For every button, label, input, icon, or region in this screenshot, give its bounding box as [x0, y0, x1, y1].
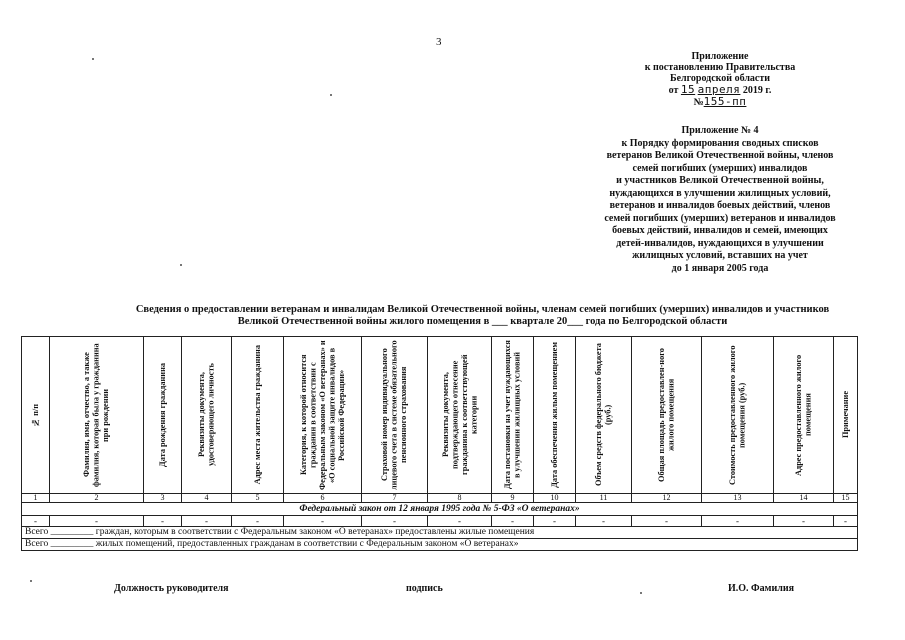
header-label: Дата постановки на учет нуждающихся в улучшении жилищных условий	[503, 340, 522, 490]
column-number: 10	[534, 494, 576, 503]
header-cell	[50, 337, 144, 494]
appendix-line: семей погибших (умерших) ветеранов и инвалидов	[604, 212, 836, 224]
scan-speck	[92, 58, 94, 60]
appendix-line: боевых действий, инвалидов и семей, имеющих	[612, 225, 828, 236]
total-row-citizens	[22, 527, 858, 539]
footer-name: И.О. Фамилия	[728, 583, 795, 594]
table-cell: -	[834, 516, 858, 527]
header-row	[22, 337, 858, 494]
report-table	[21, 336, 858, 551]
table-cell: -	[284, 516, 362, 527]
table-title-line1: Сведения о предоставлении ветеранам и инвалидам Великой Отечественной войны, членам семей погибших (умерших) инвалидов и участников	[135, 304, 830, 315]
column-number: 8	[428, 494, 492, 503]
column-number: 11	[576, 494, 632, 503]
date-month: апреля	[697, 83, 741, 96]
appendix-line: к Порядку формирования сводных списков	[621, 137, 819, 149]
approval-line1: Приложение	[691, 51, 749, 62]
table-cell: -	[182, 516, 232, 527]
header-cell	[632, 337, 702, 494]
total-blank: _________	[50, 527, 94, 537]
page-number: 3	[436, 36, 442, 48]
header-cell	[362, 337, 428, 494]
scan-speck	[640, 592, 642, 594]
section-row	[22, 503, 858, 516]
total-text: граждан, которым в соответствии с Федеральным законом «О ветеранах» предоставлены жилые помещения	[95, 527, 535, 537]
table-cell: -	[50, 516, 144, 527]
header-label: Адрес места жительства гражданина	[252, 345, 262, 485]
scan-speck	[330, 94, 332, 96]
section-title: Федеральный закон от 12 января 1995 года № 5-ФЗ «О ветеранах»	[22, 503, 858, 516]
appendix-block	[560, 125, 880, 275]
column-number: 15	[834, 494, 858, 503]
table-cell: -	[534, 516, 576, 527]
column-number: 4	[182, 494, 232, 503]
number-prefix: №	[693, 97, 704, 108]
total-prefix: Всего	[25, 527, 49, 537]
header-cell	[492, 337, 534, 494]
header-label: № п/п	[30, 403, 40, 427]
column-number: 6	[284, 494, 362, 503]
scan-speck	[180, 264, 182, 266]
header-label: Примечание	[840, 391, 850, 439]
total-cell	[22, 527, 858, 539]
table-row	[22, 516, 858, 527]
appendix-line: нуждающихся в улучшении жилищных условий,	[609, 187, 831, 199]
total-blank: _________	[50, 539, 94, 549]
approval-line3: Белгородской области	[669, 73, 771, 84]
column-number-row	[22, 494, 858, 503]
approval-line2: к постановлению Правительства	[644, 62, 796, 73]
table-cell: -	[362, 516, 428, 527]
table-cell: -	[632, 516, 702, 527]
header-cell	[534, 337, 576, 494]
header-cell	[576, 337, 632, 494]
appendix-line: детей-инвалидов, нуждающихся в улучшении	[616, 237, 824, 249]
table-title-line2: Великой Отечественной войны жилого помещения в ___ квартале 20___ года по Белгородской области	[237, 316, 728, 327]
appendix-line: и участников Великой Отечественной войны,	[616, 175, 824, 186]
header-label: Стоимость предоставленного жилого помещения (руб.)	[728, 345, 747, 485]
column-number: 2	[50, 494, 144, 503]
total-prefix: Всего	[25, 539, 49, 549]
header-label: Категория, к которой относится гражданин в соответствии с Федеральным законом «О ветеранах» и «О социальной защите инвалидов в Российской Федерации»	[298, 340, 346, 490]
header-label: Фамилия, имя, отчество, а также фамилия, которая была у гражданина при рождении	[82, 343, 111, 487]
header-cell	[284, 337, 362, 494]
table-cell: -	[576, 516, 632, 527]
appendix-line: ветеранов Великой Отечественной войны, членов	[606, 150, 834, 161]
column-number: 1	[22, 494, 50, 503]
approval-number	[590, 96, 850, 108]
scan-speck	[30, 580, 32, 582]
header-label: Дата рождения гражданина	[157, 363, 167, 467]
header-cell	[144, 337, 182, 494]
approval-block	[590, 51, 850, 108]
footer-position: Должность руководителя	[114, 583, 229, 594]
column-number: 5	[232, 494, 284, 503]
total-text: жилых помещений, предоставленных гражданам в соответствии с Федеральным законом «О ветеранах»	[95, 539, 519, 549]
header-label: Реквизиты документа, удостоверяющего личность	[197, 363, 216, 467]
header-cell	[834, 337, 858, 494]
header-label: Общая площадь предоставлен-ного жилого помещения	[657, 348, 676, 482]
footer-signature: подпись	[406, 583, 443, 594]
table-cell: -	[428, 516, 492, 527]
header-cell	[774, 337, 834, 494]
header-cell	[22, 337, 50, 494]
column-number: 9	[492, 494, 534, 503]
column-number: 3	[144, 494, 182, 503]
appendix-line: семей погибших (умерших) инвалидов	[632, 162, 808, 174]
table-cell: -	[774, 516, 834, 527]
appendix-line: ветеранов и инвалидов боевых действий, членов	[609, 200, 831, 211]
table-cell: -	[702, 516, 774, 527]
header-label: Адрес предоставленного жилого помещения	[794, 354, 813, 476]
header-label: Дата обеспечения жилым помещением	[549, 342, 559, 488]
column-number: 12	[632, 494, 702, 503]
appendix-line: до 1 января 2005 года	[671, 262, 769, 274]
table-cell: -	[22, 516, 50, 527]
header-cell	[182, 337, 232, 494]
header-label: Объем средств федерального бюджета (руб.)	[594, 343, 613, 487]
column-number: 13	[702, 494, 774, 503]
date-prefix: от	[668, 85, 679, 96]
header-label: Реквизиты документа, подтверждающего отнесение гражданина к соответствующей категории	[440, 354, 478, 476]
date-day: 15	[680, 83, 696, 96]
date-year: 2019 г.	[742, 85, 772, 96]
header-label: Страховой номер индивидуального лицевого счета в системе обязательного пенсионного страхования	[380, 340, 409, 490]
header-cell	[428, 337, 492, 494]
column-number: 14	[774, 494, 834, 503]
appendix-title: Приложение № 4	[681, 125, 759, 136]
header-cell	[702, 337, 774, 494]
table-cell: -	[144, 516, 182, 527]
document-number: 155-пп	[703, 95, 747, 108]
table-title	[60, 304, 905, 328]
table-cell: -	[492, 516, 534, 527]
column-number: 7	[362, 494, 428, 503]
appendix-line: жилищных условий, вставших на учет	[632, 250, 808, 261]
total-row-dwellings	[22, 539, 858, 551]
table-cell: -	[232, 516, 284, 527]
total-cell	[22, 539, 858, 551]
header-cell	[232, 337, 284, 494]
